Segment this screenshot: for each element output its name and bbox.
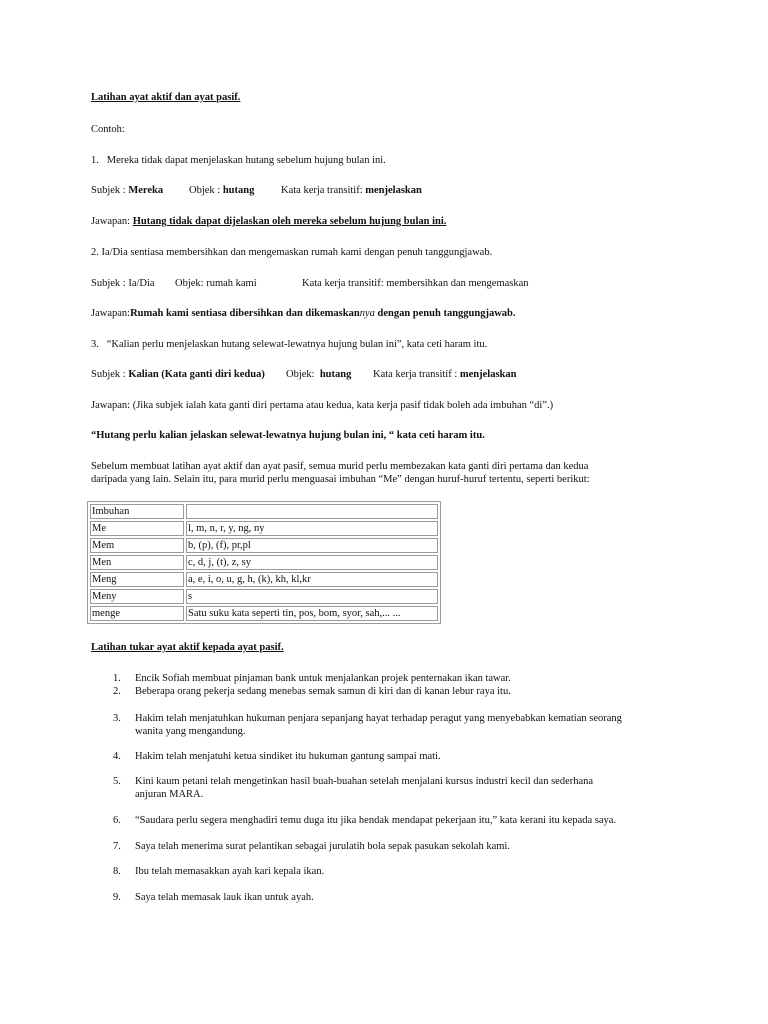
- table-cell: Me: [90, 521, 184, 536]
- list-item: 9. Saya telah memasak lauk ikan untuk ayah.: [113, 892, 314, 903]
- table-cell: menge: [90, 606, 184, 621]
- table-row: [90, 606, 438, 621]
- latihan-title: Latihan tukar ayat aktif kepada ayat pasif.: [91, 642, 284, 653]
- list-item: 8. Ibu telah memasakkan ayah kari kepala ikan.: [113, 866, 325, 877]
- table-cell: [186, 504, 438, 519]
- table-row: [90, 572, 438, 587]
- imbuhan-table: [87, 501, 441, 624]
- table-row: [90, 504, 438, 519]
- table-cell: Mem: [90, 538, 184, 553]
- table-row: [90, 538, 438, 553]
- list-item: 4. Hakim telah menjatuhi ketua sindiket itu hukuman gantung sampai mati.: [113, 751, 441, 762]
- table-cell: c, d, j, (t), z, sy: [186, 555, 438, 570]
- table-cell: a, e, i, o, u, g, h, (k), kh, kl,kr: [186, 572, 438, 587]
- table-row: [90, 589, 438, 604]
- example-2-answer: Jawapan:Rumah kami sentiasa dibersihkan dan dikemaskannya dengan penuh tanggungjawab.: [91, 308, 516, 319]
- table-row: [90, 555, 438, 570]
- table-cell: b, (p), (f), pr,pl: [186, 538, 438, 553]
- intro-line-2: daripada yang lain. Selain itu, para murid perlu menguasai imbuhan “Me” dengan huruf-huruf tertentu, seperti berikut:: [91, 474, 590, 485]
- example-3-answer: “Hutang perlu kalian jelaskan selewat-lewatnya hujung bulan ini, “ kata ceti haram itu.: [91, 430, 485, 441]
- list-item: 6. “Saudara perlu segera menghadiri temu duga itu jika hendak mendapat pekerjaan itu,” kata kerani itu kepada saya.: [113, 815, 617, 826]
- example-3-sentence: 3. “Kalian perlu menjelaskan hutang selewat-lewatnya hujung bulan ini”, kata ceti haram itu.: [91, 339, 488, 350]
- table-cell: Satu suku kata seperti tin, pos, bom, syor, sah,... ...: [186, 606, 438, 621]
- table-cell: Men: [90, 555, 184, 570]
- table-cell: s: [186, 589, 438, 604]
- list-item: 1. Encik Sofiah membuat pinjaman bank untuk menjalankan projek penternakan ikan tawar.: [113, 673, 511, 684]
- table-cell: Meny: [90, 589, 184, 604]
- example-1-analysis: Subjek : Mereka Objek : hutang Kata kerja transitif: menjelaskan: [91, 185, 422, 196]
- table-row: [90, 521, 438, 536]
- table-cell: l, m, n, r, y, ng, ny: [186, 521, 438, 536]
- list-item: 7. Saya telah menerima surat pelantikan sebagai jurulatih bola sepak pasukan sekolah kami.: [113, 841, 510, 852]
- table-cell: Imbuhan: [90, 504, 184, 519]
- list-item: 2. Beberapa orang pekerja sedang menebas semak samun di kiri dan di kanan lebur raya itu.: [113, 686, 511, 697]
- example-2-sentence: 2. Ia/Dia sentiasa membersihkan dan mengemaskan rumah kami dengan penuh tanggungjawab.: [91, 247, 493, 258]
- table-cell: Meng: [90, 572, 184, 587]
- list-item: 5. Kini kaum petani telah mengetinkan hasil buah-buahan setelah menjalani kursus industri kecil dan sederhana anjuran MARA.: [113, 776, 594, 800]
- page-title: Latihan ayat aktif dan ayat pasif.: [91, 92, 241, 103]
- example-3-answer-note: Jawapan: (Jika subjek ialah kata ganti diri pertama atau kedua, kata kerja pasif tidak boleh ada imbuhan “di”.): [91, 400, 554, 411]
- example-2-analysis: Subjek : Ia/Dia Objek: rumah kami Kata kerja transitif: membersihkan dan mengemaskan: [91, 278, 529, 289]
- example-1-answer: Jawapan: Hutang tidak dapat dijelaskan oleh mereka sebelum hujung bulan ini.: [91, 216, 447, 227]
- example-1-sentence: 1. Mereka tidak dapat menjelaskan hutang sebelum hujung bulan ini.: [91, 155, 386, 166]
- example-3-analysis: Subjek : Kalian (Kata ganti diri kedua) Objek: hutang Kata kerja transitif : menjelaskan: [91, 369, 517, 380]
- contoh-label: Contoh:: [91, 124, 125, 135]
- intro-line-1: Sebelum membuat latihan ayat aktif dan ayat pasif, semua murid perlu membezakan kata ganti diri pertama dan kedua: [91, 461, 589, 472]
- list-item: 3. Hakim telah menjatuhkan hukuman penjara sepanjang hayat terhadap peragut yang menyebabkan kematian seorang wanita yang mengandung.: [113, 713, 622, 737]
